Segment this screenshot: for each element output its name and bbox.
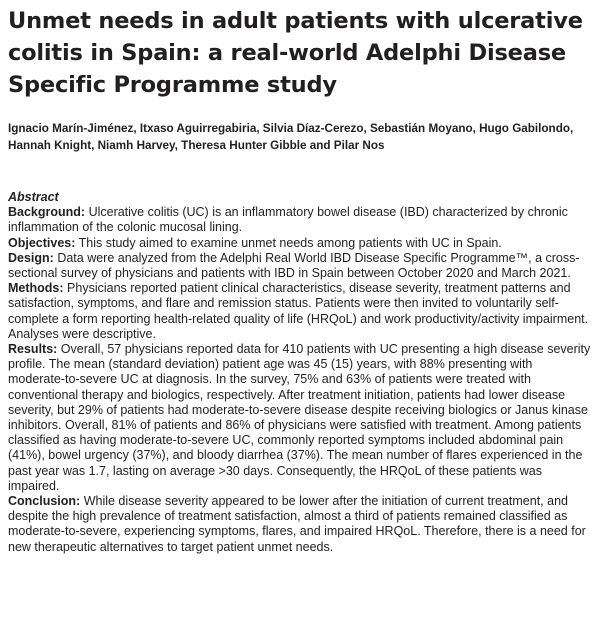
section-label: Methods: <box>8 281 64 296</box>
abstract-section-methods <box>8 281 592 342</box>
section-text: Physicians reported patient clinical characteristics, disease severity, treatment patterns and satisfaction, symptoms, and flare and remission status. Patients were then invited to voluntarily self-complete a form reporting health-related quality of life (HRQoL) and work productivity/activity impairment. Analyses were descriptive. <box>8 281 589 341</box>
section-text: This study aimed to examine unmet needs among patients with UC in Spain. <box>75 235 502 250</box>
section-label: Objectives: <box>8 235 76 250</box>
section-text: While disease severity appeared to be lower after the initiation of current treatment, and despite the high prevalence of treatment satisfaction, almost a third of patients remained classified as moderate-to-severe, experiencing symptoms, flares, and impaired HRQoL. Therefore, there is a need for new therapeutic alternatives to target patient unmet needs. <box>8 494 586 554</box>
abstract-section-conclusion <box>8 494 592 555</box>
section-label: Results: <box>8 342 58 357</box>
section-label: Conclusion: <box>8 494 81 509</box>
abstract <box>8 190 592 555</box>
section-label: Design: <box>8 250 54 265</box>
section-text: Data were analyzed from the Adelphi Real World IBD Disease Specific Programme™, a cross-sectional survey of physicians and patients with IBD in Spain between October 2020 and March 2021. <box>8 250 580 281</box>
abstract-section-design <box>8 251 592 281</box>
author-list: Ignacio Marín-Jiménez, Itxaso Aguirregabiria, Silvia Díaz-Cerezo, Sebastián Moyano, Hugo Gabilondo, Hannah Knight, Niamh Harvey, Theresa Hunter Gibble and Pilar Nos <box>8 122 574 152</box>
abstract-section-results <box>8 342 592 494</box>
section-text: Overall, 57 physicians reported data for 410 patients with UC presenting a high disease severity profile. The mean (standard deviation) patient age was 45 (15) years, with 88% presenting with moderate-to-severe UC at diagnosis. In the survey, 75% and 63% of patients were treated with conventional therapy and biologics, respectively. After treatment initiation, patients had lower disease severity, but 29% of patients had moderate-to-severe disease despite receiving biologics or Janus kinase inhibitors. Overall, 81% of patients and 86% of physicians were satisfied with treatment. Among patients classified as having moderate-to-severe UC, commonly reported symptoms included abdominal pain (41%), bowel urgency (37%), and bloody diarrhea (37%). The mean number of flares experienced in the past year was 1.7, lasting on average >30 days. Consequently, the HRQoL of these patients was impaired. <box>8 342 591 493</box>
abstract-section-objectives <box>8 236 592 251</box>
abstract-heading: Abstract <box>8 190 59 204</box>
abstract-section-background <box>8 205 592 235</box>
section-text: Ulcerative colitis (UC) is an inflammatory bowel disease (IBD) characterized by chronic inflammation of the colonic mucosal lining. <box>8 205 568 235</box>
section-label: Background: <box>8 205 86 220</box>
article-title: Unmet needs in adult patients with ulcerative colitis in Spain: a real-world Adelphi Disease Specific Programme study <box>8 8 583 98</box>
